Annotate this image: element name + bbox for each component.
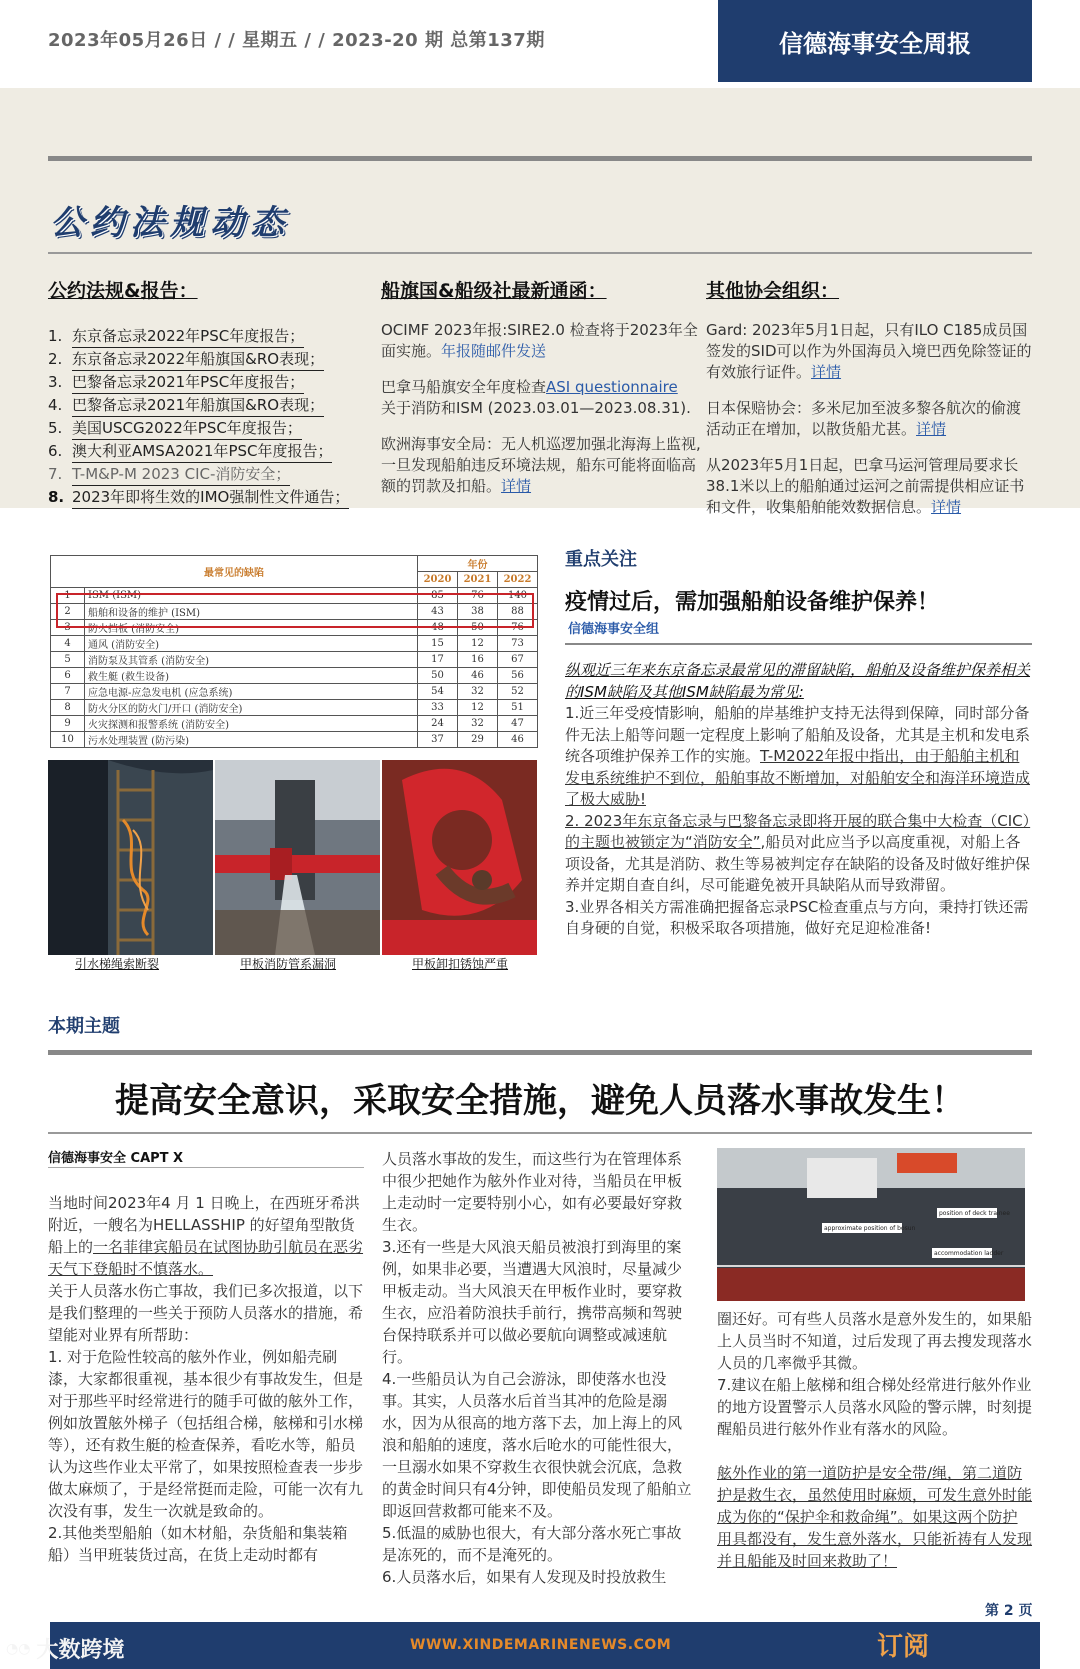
report-link[interactable]: 巴黎备忘录2021年PSC年度报告； (72, 371, 304, 394)
table-row: 2 船舶和设备的维护 (ISM) 43 38 88 (51, 603, 538, 619)
other-associations: Gard: 2023年5月1日起，只有ILO C185成员国签发的SID可以作为外国海员入境巴西免除签证的有效旅行证件。详情 日本保赔协会：多米尼加至波多黎各航次的偷渡活动正在增加，以散货船尤甚。详情 从2023年5月1日起，巴拿马运河管理局要求长38.1米以上的船舶通过运河之前需提供相应证书和文件，收集船舶能效数据信息。详情 (706, 321, 1032, 516)
year-col: 2022 (498, 572, 538, 588)
annual-report-link[interactable]: 年报随邮件发送 (441, 342, 547, 360)
pilot-ladder-photo (48, 760, 213, 955)
focus-author: 信德海事安全组 (568, 622, 660, 637)
table-row: 4 通风 (消防安全) 15 12 73 (51, 635, 538, 651)
table-header-desc: 最常见的缺陷 (51, 556, 418, 588)
focus-tag: 重点关注 (565, 549, 637, 570)
ship-label: approximate position of bosun (824, 1225, 916, 1232)
col2-heading: 船旗国&船级社最新通函： (381, 280, 607, 302)
article-col-2: 人员落水事故的发生，而这些行为在管理体系中很少把她作为舷外作业对待，当船员在甲板上走动时一定要特别小心，如有必要最好穿救生衣。 3.还有一些是大风浪天船员被浪打到海里的案例，如果非必要，当遭遇大风浪时，尽量减少甲板走动。当大风浪天在甲板作业时，要穿救生衣，应沿着防浪扶手前行，携带高频和驾驶台保持联系并可以做必要航向调整或减速航行。 4.一些船员认为自己会游泳，即使落水也没事。其实，人员落水后首当其冲的危险是溺水，因为从很高的地方落下去，加上海上的风浪和船舶的速度，落水后呛水的可能性很大，一旦溺水如果不穿救生衣很快就会沉底，急救的黄金时间只有4分钟，即使船员发现了船舶立即返回营救都可能来不及。 5.低温的威胁也很大，有大部分落水死亡事故是冻死的，而不是淹死的。 6.人员落水后，如果有人发现及时投放救生 (382, 1150, 692, 1586)
focus-title: 疫情过后，需加强船舶设备维护保养！ (565, 590, 940, 615)
ship-label: position of deck trainee (939, 1210, 1010, 1217)
page-number: 第 2 页 (985, 1603, 1033, 1619)
divider (48, 156, 1032, 161)
details-link[interactable]: 详情 (501, 477, 532, 495)
list-item[interactable]: 6. 澳大利亚AMSA2021年PSC年度报告； (48, 440, 378, 463)
list-item[interactable]: 8. 2023年即将生效的IMO强制性文件通告； (48, 486, 378, 509)
report-link[interactable]: 东京备忘录2022年PSC年度报告； (72, 325, 304, 348)
watermark-logo-icon: ◔◔ (6, 1640, 31, 1657)
ship-label: accommodation ladder (934, 1250, 1004, 1257)
table-row: 9 火灾探测和报警系统 (消防安全) 24 32 47 (51, 715, 538, 731)
section-title: 公约法规动态 (50, 203, 290, 243)
table-row: 10 污水处理装置 (防污染) 37 29 46 (51, 731, 538, 747)
report-link[interactable]: 澳大利亚AMSA2021年PSC年度报告； (72, 440, 332, 463)
table-row: 6 救生艇 (救生设备) 50 46 56 (51, 667, 538, 683)
theme-title: 提高安全意识，采取安全措施，避免人员落水事故发生！ (115, 1081, 965, 1121)
col3-heading: 其他协会组织： (706, 280, 840, 302)
flag-class-notices: OCIMF 2023年报:SIRE2.0 检查将于2023年全面实施。年报随邮件发送 巴拿马船旗安全年度检查ASI questionnaire 关于消防和ISM (2023.03.01—2023.08.31). 欧洲海事安全局：无人机巡逻加强北海海上监视,一旦发现船舶违反环境法规，船东可能将面临高额的罚款及扣船。详情 (381, 321, 701, 495)
divider (48, 252, 1032, 254)
list-item[interactable]: 7. T-M&P-M 2023 CIC-消防安全； (48, 463, 378, 486)
details-link[interactable]: 详情 (916, 420, 947, 438)
issue-date-line: 2023年05月26日 / / 星期五 / / 2023-20 期 总第137期 (48, 30, 545, 51)
asi-questionnaire-link[interactable]: ASI questionnaire (546, 378, 678, 396)
report-link[interactable]: 美国USCG2022年PSC年度报告； (72, 417, 302, 440)
fire-main-leak-photo (215, 760, 380, 955)
list-item[interactable]: 3. 巴黎备忘录2021年PSC年度报告； (48, 371, 378, 394)
table-row: 5 消防泵及其管系 (消防安全) 17 16 67 (51, 651, 538, 667)
article-col-3: 圈还好。可有些人员落水是意外发生的，如果船上人员当时不知道，过后发现了再去搜发现落水人员的几率微乎其微。 7.建议在船上舷梯和组合梯处经常进行舷外作业的地方设置警示人员落水风险的警示牌，时刻提醒船员进行舷外作业有落水的风险。 舷外作业的第一道防护是安全带/绳，第二道防护是救生衣，虽然使用时麻烦，可发生意外时能成为你的“保护伞和救命绳”。如果这两个防护用具都没有，发生意外落水，只能祈祷有人发现并且船能及时回来救助了！ (717, 1310, 1033, 1570)
list-item[interactable]: 1. 东京备忘录2022年PSC年度报告； (48, 325, 378, 348)
article-col-1: 当地时间2023年4 月 1 日晚上，在西班牙希洪附近，一艘名为HELLASSHIP 的好望角型散货船上的一名菲律宾船员在试图协助引航员在恶劣天气下登船时不慎落水。 关于人员落水伤亡事故，我们已多次报道，以下是我们整理的一些关于预防人员落水的措施，希望能对业界有所帮助： 1. 对于危险性较高的舷外作业，例如船壳刷漆，大家都很重视，基本很少有事故发生，但是对于那些平时经常进行的随手可做的舷外工作，例如放置舷外梯子（包括组合梯，舷梯和引水梯等），还有救生艇的检查保养，看吃水等，船员认为这些作业太平常了，如果按照检查表一步步做太麻烦了，于是经常挺而走险，可能一次有九次没有事，发生一次就是致命的。 2.其他类型船舶（如木材船，杂货船和集装箱船）当甲班装货过高，在货上走动时都有 (48, 1194, 364, 1564)
shackle-corrosion-photo (382, 760, 537, 955)
table-row: 8 防火分区的防火门/开口 (消防安全) 33 12 51 (51, 699, 538, 715)
photo-caption: 引水梯绳索断裂 (75, 957, 160, 971)
year-col: 2021 (458, 572, 498, 588)
divider (565, 643, 1032, 645)
photo-caption: 甲板消防管系漏洞 (240, 957, 337, 971)
highlight-box (56, 593, 534, 628)
byline: 信德海事安全 CAPT X (48, 1151, 184, 1166)
report-link[interactable]: T-M&P-M 2023 CIC-消防安全； (72, 463, 290, 486)
focus-intro: 纵观近三年来东京备忘录最常见的滞留缺陷，船舶及设备维护保养相关的ISM缺陷及其他ISM缺陷最为常见: (565, 661, 1031, 701)
focus-body: 纵观近三年来东京备忘录最常见的滞留缺陷，船舶及设备维护保养相关的ISM缺陷及其他ISM缺陷最为常见: 1.近三年受疫情影响，船舶的岸基维护支持无法得到保障，同时部分备件无法上船等问题一定程度上影响了船舶及设备，尤其是主机和发电系统各项维护保养工作的实施。T-M2022年报中指出，由于船舶主机和发电系统维护不到位，船舶事故不断增加，对船舶安全和海洋环境造成了极大威胁! 2. 2023年东京备忘录与巴黎备忘录即将开展的联合集中大检查（CIC）的主题也被锁定为“消防安全”,船员对此应当予以高度重视，对船上各项设备，尤其是消防、救生等易被判定存在缺陷的设备及时做好维护保养并定期自查自纠，尽可能避免被开具缺陷从而导致滞留。 3.业界各相关方需准确把握备忘录PSC检查重点与方向，秉持打铁还需自身硬的自觉，积极采取各项措施，做好充足迎检准备! (565, 660, 1033, 940)
report-link[interactable]: 2023年即将生效的IMO强制性文件通告； (72, 486, 349, 509)
divider (48, 1167, 364, 1168)
newsletter-brand: 信德海事安全周报 (718, 0, 1032, 82)
table-row: 1 ISM (ISM) 85 76 140 (51, 588, 538, 604)
photo-caption: 甲板卸扣锈蚀严重 (412, 957, 509, 971)
details-link[interactable]: 详情 (811, 363, 842, 381)
divider (48, 1050, 1032, 1055)
divider (48, 1132, 1032, 1134)
regulation-report-list (48, 325, 378, 509)
ship-accident-photo (717, 1148, 1025, 1301)
subscribe-button[interactable]: 订阅 (877, 1632, 930, 1662)
table-header-year: 年份 (418, 556, 538, 572)
list-item[interactable]: 5. 美国USCG2022年PSC年度报告； (48, 417, 378, 440)
detention-defects-table (50, 555, 538, 760)
report-link[interactable]: 巴黎备忘录2021年船旗国&RO表现； (72, 394, 324, 417)
table-row: 7 应急电源-应急发电机 (应急系统) 54 32 52 (51, 683, 538, 699)
list-item[interactable]: 4. 巴黎备忘录2021年船旗国&RO表现； (48, 394, 378, 417)
details-link[interactable]: 详情 (931, 498, 962, 516)
table-row: 3 防火挡板 (消防安全) 48 50 76 (51, 619, 538, 635)
website-link[interactable]: WWW.XINDEMARINENEWS.COM (410, 1637, 672, 1653)
list-item[interactable]: 2. 东京备忘录2022年船旗国&RO表现； (48, 348, 378, 371)
theme-tag: 本期主题 (48, 1016, 120, 1037)
watermark: ◔◔ 大数跨境 (6, 1638, 125, 1663)
year-col: 2020 (418, 572, 458, 588)
report-link[interactable]: 东京备忘录2022年船旗国&RO表现； (72, 348, 324, 371)
col1-heading: 公约法规&报告： (48, 280, 198, 302)
